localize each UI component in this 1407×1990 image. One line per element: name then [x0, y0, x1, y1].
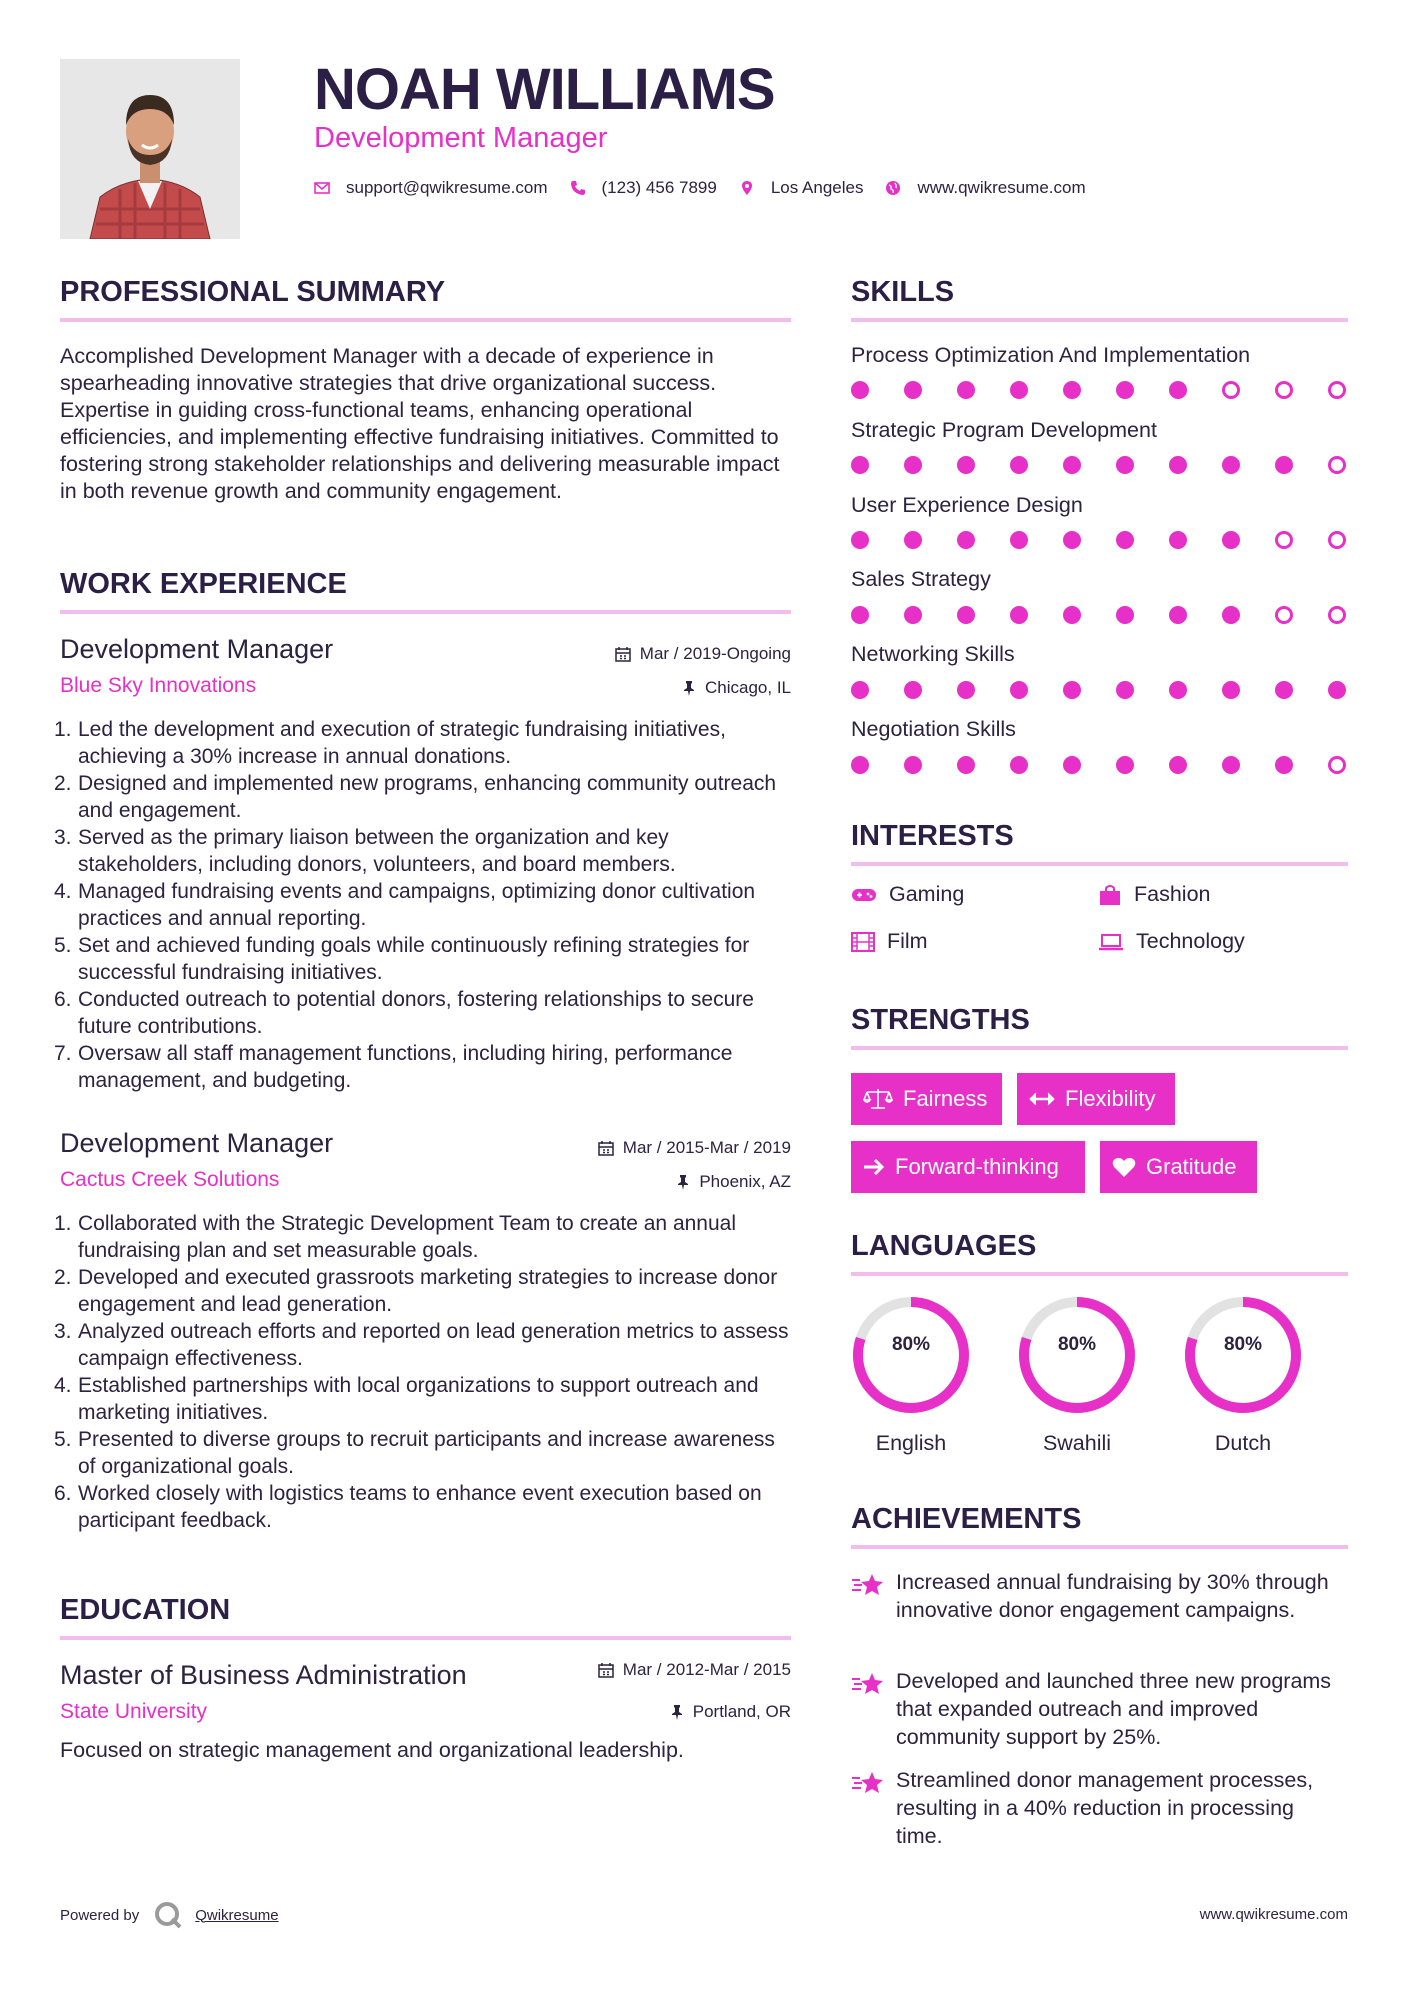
education-dates	[598, 1660, 791, 1680]
skill-name: Strategic Program Development	[851, 418, 1157, 442]
shooting-star-icon	[851, 1671, 885, 1697]
skill-dot-filled	[1063, 456, 1081, 474]
envelope-icon	[314, 180, 330, 196]
languages-heading: LANGUAGES	[851, 1230, 1037, 1262]
skill-rating	[851, 606, 1351, 626]
heart-icon	[1112, 1156, 1136, 1178]
skill-dot-filled	[851, 531, 869, 549]
strength-badge: Flexibility	[1017, 1073, 1175, 1125]
skill-dot-filled	[1010, 756, 1028, 774]
summary-divider	[60, 318, 791, 322]
powered-by-label: Powered by	[60, 1906, 140, 1924]
skill-dot-filled	[1169, 756, 1187, 774]
education-dates-text: Mar / 2012-Mar / 2015	[622, 1660, 791, 1679]
skill-dot-filled	[1116, 381, 1134, 399]
contact-website[interactable]: www.qwikresume.com	[917, 178, 1086, 197]
skill-name: Networking Skills	[851, 642, 1015, 666]
balance-scale-icon	[863, 1088, 893, 1110]
job-location	[682, 678, 791, 698]
interest-item: Fashion	[1098, 882, 1211, 907]
skill-dot-filled	[1169, 681, 1187, 699]
candidate-title: Development Manager	[314, 122, 608, 154]
skill-dot-filled	[1010, 606, 1028, 624]
duty-item: 2. Developed and executed grassroots marketing strategies to increase donor engagement and lead generation.	[54, 1266, 778, 1316]
candidate-name: NOAH WILLIAMS	[314, 57, 775, 122]
skill-dot-filled	[851, 681, 869, 699]
job-duties-list	[54, 1210, 793, 1534]
skill-rating	[851, 381, 1351, 401]
language-item	[850, 1294, 972, 1455]
education-location-text: Portland, OR	[692, 1702, 791, 1721]
skill-dot-empty	[1328, 756, 1346, 774]
interest-item: Technology	[1098, 929, 1245, 954]
skill-dot-filled	[851, 456, 869, 474]
skill-dot-filled	[1116, 531, 1134, 549]
duty-item: 4. Established partnerships with local organizations to support outreach and marketing initiatives.	[54, 1374, 759, 1424]
experience-divider	[60, 610, 791, 614]
skill-dot-empty	[1328, 456, 1346, 474]
skill-dot-filled	[904, 456, 922, 474]
contact-location: Los Angeles	[770, 178, 864, 197]
interests-heading: INTERESTS	[851, 820, 1014, 852]
skill-dot-filled	[1063, 756, 1081, 774]
education-description: Focused on strategic management and organizational leadership.	[60, 1738, 684, 1762]
strength-badge: Forward-thinking	[851, 1141, 1085, 1193]
skill-dot-filled	[1063, 531, 1081, 549]
skill-dot-filled	[1063, 681, 1081, 699]
contact-bar	[314, 178, 1108, 198]
skill-dot-filled	[1063, 606, 1081, 624]
skill-name: Sales Strategy	[851, 567, 991, 591]
skill-name: Process Optimization And Implementation	[851, 343, 1251, 367]
interests-divider	[851, 862, 1348, 866]
calendar-icon	[598, 1662, 614, 1678]
language-percent: 80%	[891, 1334, 931, 1355]
calendar-icon	[598, 1140, 614, 1156]
job-location-text: Chicago, IL	[705, 678, 791, 697]
skill-dot-filled	[1010, 381, 1028, 399]
language-percent: 80%	[1057, 1334, 1097, 1355]
skill-dot-empty	[1328, 381, 1346, 399]
footer-powered-by	[60, 1900, 279, 1930]
skill-rating	[851, 756, 1351, 776]
degree-title: Master of Business Administration	[60, 1660, 467, 1690]
skill-dot-filled	[1222, 606, 1240, 624]
strength-badge: Gratitude	[1100, 1141, 1257, 1193]
skill-dot-filled	[1275, 681, 1293, 699]
skill-dot-filled	[1063, 381, 1081, 399]
achievement-item	[851, 1667, 1351, 1757]
job-dates-text: Mar / 2019-Ongoing	[639, 644, 791, 663]
job-location-text: Phoenix, AZ	[699, 1172, 791, 1191]
shooting-star-icon	[851, 1770, 885, 1796]
pushpin-icon	[676, 1174, 690, 1190]
skill-dot-filled	[1222, 681, 1240, 699]
qwikresume-logo-icon	[153, 1900, 183, 1930]
strengths-divider	[851, 1046, 1348, 1050]
skill-dot-filled	[851, 756, 869, 774]
profile-photo	[60, 59, 240, 239]
arrow-right-icon	[863, 1158, 885, 1176]
interest-item: Film	[851, 929, 928, 954]
skill-dot-filled	[1222, 756, 1240, 774]
duty-item: 6. Worked closely with logistics teams to enhance event execution based on participant feedback.	[54, 1482, 762, 1532]
job-company: Blue Sky Innovations	[60, 674, 257, 697]
education-heading: EDUCATION	[60, 1594, 231, 1626]
skill-dot-empty	[1328, 531, 1346, 549]
skill-dot-filled	[1116, 456, 1134, 474]
skill-dot-filled	[1222, 531, 1240, 549]
skills-divider	[851, 318, 1348, 322]
skill-dot-filled	[1222, 456, 1240, 474]
skill-dot-filled	[1116, 681, 1134, 699]
skill-dot-empty	[1275, 531, 1293, 549]
skill-dot-filled	[1275, 456, 1293, 474]
skill-dot-empty	[1222, 381, 1240, 399]
achievements-divider	[851, 1545, 1348, 1549]
duty-item: 1. Collaborated with the Strategic Development Team to create an annual fundraising plan and set measurable goals.	[54, 1212, 737, 1262]
experience-heading: WORK EXPERIENCE	[60, 568, 347, 600]
skill-dot-filled	[957, 756, 975, 774]
skill-dot-empty	[1275, 606, 1293, 624]
laptop-icon	[1098, 933, 1124, 951]
skill-dot-filled	[904, 381, 922, 399]
language-item	[1016, 1294, 1138, 1455]
strengths-heading: STRENGTHS	[851, 1004, 1030, 1036]
globe-icon	[885, 180, 901, 196]
language-percent: 80%	[1223, 1334, 1263, 1355]
film-icon	[851, 932, 875, 952]
brand-link[interactable]: Qwikresume	[195, 1906, 279, 1924]
footer-website[interactable]: www.qwikresume.com	[1199, 1906, 1348, 1923]
skill-dot-filled	[904, 531, 922, 549]
contact-email[interactable]: support@qwikresume.com	[346, 178, 548, 197]
summary-text: Accomplished Development Manager with a decade of experience in spearheading innovative strategies that drive organizational success. Expertise in guiding cross-functional teams, enhancing operational efficiencies, and implementing effective fundraising initiatives. Committed to fostering strong stakeholder relationships and delivering measurable impact in both revenue growth and community engagement.	[60, 344, 780, 503]
duty-item: 3. Analyzed outreach efforts and reported on lead generation metrics to assess campaign effectiveness.	[54, 1320, 789, 1370]
job-dates-text: Mar / 2015-Mar / 2019	[622, 1138, 791, 1157]
job-title: Development Manager	[60, 634, 334, 664]
skill-dot-filled	[1169, 606, 1187, 624]
skill-dot-filled	[957, 456, 975, 474]
job-title: Development Manager	[60, 1128, 334, 1158]
duty-item: 2. Designed and implemented new programs, enhancing community outreach and engagement.	[54, 772, 777, 822]
skill-dot-filled	[1010, 531, 1028, 549]
pushpin-icon	[682, 680, 696, 696]
pushpin-icon	[670, 1704, 684, 1720]
skill-dot-filled	[957, 606, 975, 624]
strength-badge: Fairness	[851, 1073, 1002, 1125]
skill-dot-filled	[904, 756, 922, 774]
calendar-icon	[615, 646, 631, 662]
education-location	[670, 1702, 791, 1722]
skill-dot-filled	[1010, 681, 1028, 699]
languages-divider	[851, 1272, 1348, 1276]
skill-dot-filled	[1116, 756, 1134, 774]
achievements-heading: ACHIEVEMENTS	[851, 1503, 1082, 1535]
job-location	[676, 1172, 791, 1192]
gamepad-icon	[851, 887, 877, 903]
skill-name: User Experience Design	[851, 493, 1083, 517]
skill-dot-filled	[957, 381, 975, 399]
duty-item: 1. Led the development and execution of strategic fundraising initiatives, achieving a 30% increase in annual donations.	[54, 718, 726, 768]
skill-rating	[851, 456, 1351, 476]
duty-item: 3. Served as the primary liaison between the organization and key stakeholders, including donors, volunteers, and board members.	[54, 826, 676, 876]
education-divider	[60, 1636, 791, 1640]
skill-rating	[851, 531, 1351, 551]
summary-heading: PROFESSIONAL SUMMARY	[60, 276, 446, 308]
shooting-star-icon	[851, 1572, 885, 1598]
achievement-text: Streamlined donor management processes, resulting in a 40% reduction in processing time.	[896, 1768, 1314, 1848]
skill-dot-filled	[851, 606, 869, 624]
skills-heading: SKILLS	[851, 276, 955, 308]
job-dates	[615, 644, 791, 664]
map-marker-icon	[739, 180, 755, 196]
skill-dot-filled	[1169, 531, 1187, 549]
duty-item: 6. Conducted outreach to potential donors, fostering relationships to secure future contributions.	[54, 988, 754, 1038]
achievement-item	[851, 1568, 1351, 1658]
arrows-horizontal-icon	[1029, 1092, 1055, 1106]
skill-dot-empty	[1328, 606, 1346, 624]
skill-name: Negotiation Skills	[851, 717, 1016, 741]
achievement-text: Increased annual fundraising by 30% through innovative donor engagement campaigns.	[896, 1570, 1329, 1622]
skill-dot-filled	[904, 606, 922, 624]
skill-dot-empty	[1275, 381, 1293, 399]
shopping-bag-icon	[1098, 884, 1122, 906]
duty-item: 4. Managed fundraising events and campaigns, optimizing donor cultivation practices and annual reporting.	[54, 880, 756, 930]
skill-dot-filled	[1116, 606, 1134, 624]
skill-dot-filled	[1328, 681, 1346, 699]
skill-dot-filled	[1169, 381, 1187, 399]
skill-dot-filled	[957, 681, 975, 699]
language-name: English	[875, 1431, 947, 1455]
job-dates	[598, 1138, 791, 1158]
duty-item: 5. Presented to diverse groups to recruit participants and increase awareness of organizational goals.	[54, 1428, 775, 1478]
language-name: Swahili	[1042, 1431, 1112, 1455]
skill-dot-filled	[904, 681, 922, 699]
skill-dot-filled	[851, 381, 869, 399]
contact-phone[interactable]: (123) 456 7899	[601, 178, 717, 197]
language-item	[1182, 1294, 1304, 1455]
skill-dot-filled	[1010, 456, 1028, 474]
duty-item: 5. Set and achieved funding goals while continuously refining strategies for successful fundraising initiatives.	[54, 934, 750, 984]
job-duties-list	[54, 716, 793, 1094]
skill-rating	[851, 681, 1351, 701]
job-company: Cactus Creek Solutions	[60, 1168, 280, 1191]
skill-dot-filled	[1169, 456, 1187, 474]
skill-dot-filled	[1275, 756, 1293, 774]
achievement-text: Developed and launched three new programs that expanded outreach and improved community support by 25%.	[896, 1669, 1332, 1749]
language-name: Dutch	[1214, 1431, 1272, 1455]
interest-item: Gaming	[851, 882, 964, 907]
skill-dot-filled	[957, 531, 975, 549]
achievement-item	[851, 1766, 1351, 1856]
duty-item: 7. Oversaw all staff management functions, including hiring, performance management, and budgeting.	[54, 1042, 733, 1092]
school-name: State University	[60, 1700, 208, 1723]
phone-icon	[570, 180, 586, 196]
